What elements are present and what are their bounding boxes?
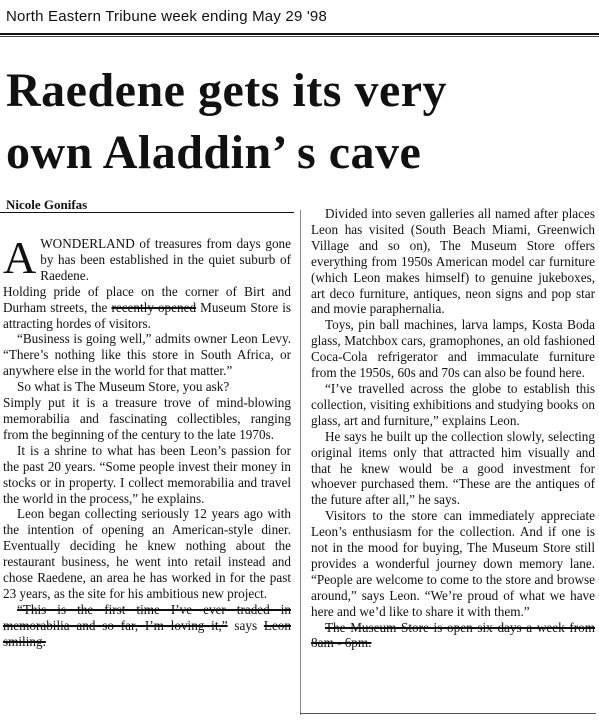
text-run: Holding pride of place on the corner of Birt and Durham streets, the: [3, 283, 291, 315]
right-column: [311, 206, 595, 651]
article-paragraph: “Business is going well,” admits owner Leon Levy. “There’s nothing like this store in South Africa, or anywhere else in the world for that matter.”: [3, 331, 291, 379]
article-paragraph: “I’ve travelled across the globe to establish this collection, visiting exhibitions and studying books on glass, art and furniture,” explains Leon.: [311, 380, 595, 428]
struck-text: “This is the first time I’ve ever traded in memorabilia and so far, I’m loving it,”: [3, 601, 291, 633]
masthead-rule-thin: [0, 36, 599, 37]
lead-text: WONDERLAND of treasures from days gone by has been established in the quiet suburb of Raedene.: [40, 236, 291, 283]
struck-text: Leon smiling.: [3, 617, 291, 649]
byline: Nicole Gonifas: [6, 197, 88, 212]
struck-text: recently opened: [111, 299, 197, 315]
lead-paragraph: [3, 232, 291, 284]
left-column: [3, 232, 291, 650]
article-paragraph: [3, 284, 291, 332]
text-run: Museum Store is attracting hordes of visitors.: [3, 299, 291, 331]
article-paragraph: Leon began collecting seriously 12 years ago with the intention of opening an American-style diner. Eventually deciding he knew nothing about the restaurant business, he went into retail instead and chose Raedene, an area he has worked in for the past 23 years, as the site for his ambitious new project.: [3, 506, 291, 601]
article-paragraph: Simply put it is a treasure trove of mind-blowing memorabilia and fascinating collectibles, ranging from the beginning of the century to the late 1970s.: [3, 395, 291, 442]
article-paragraph: He says he built up the collection slowly, selecting original items only that attracted him visually and that he knew would be a good investment for whoever purchased them. “These are the antiques of the future after all,” he says.: [311, 428, 595, 508]
bottom-rule: [300, 713, 596, 714]
column-divider: [300, 210, 301, 715]
article-paragraph: Toys, pin ball machines, larva lamps, Kosta Boda glass, Matchbox cars, gramophones, an old fashioned Coca-Cola refrigerator and immaculate furniture from the 1950s, 60s and 70s can also be found here.: [311, 317, 595, 381]
article-paragraph: [311, 620, 595, 652]
headline: [6, 60, 596, 184]
article-paragraph: Divided into seven galleries all named after places Leon has visited (South Beach Miami, Greenwich Village and so on), The Museum Store offers everything from 1950s American model car furniture (which Leon makes himself) to genuine jukeboxes, art deco furniture, antiques, neon signs and pop star and movie paraphernalia.: [311, 206, 595, 317]
headline-line-1: Raedene gets its very: [6, 64, 448, 117]
masthead: North Eastern Tribune week ending May 29 '98: [6, 8, 328, 25]
article-paragraph: Visitors to the store can immediately appreciate Leon’s enthusiasm for the collection. And if one is not in the mood for buying, The Museum Store still provides a wonderful journey down memory lane. “People are welcome to come to the store and browse around,” says Leon. “We’re proud of what we have here and we’d like to share it with them.”: [311, 508, 595, 619]
article-paragraph: It is a shrine to what has been Leon’s passion for the past 20 years. “Some people invest their money in stocks or in property. I collect memorabilia and travel the world in the process,” he explains.: [3, 442, 291, 506]
text-run: says: [227, 617, 264, 633]
masthead-rule: [0, 33, 599, 35]
byline-rule: [0, 212, 294, 213]
article-paragraph: So what is The Museum Store, you ask?: [17, 379, 230, 395]
struck-text: The Museum Store is open six days a week from 8am - 6pm.: [311, 619, 595, 651]
headline-line-2: own Aladdin’ s cave: [6, 126, 422, 179]
article-paragraph: [3, 602, 291, 650]
drop-cap: A: [3, 232, 37, 283]
